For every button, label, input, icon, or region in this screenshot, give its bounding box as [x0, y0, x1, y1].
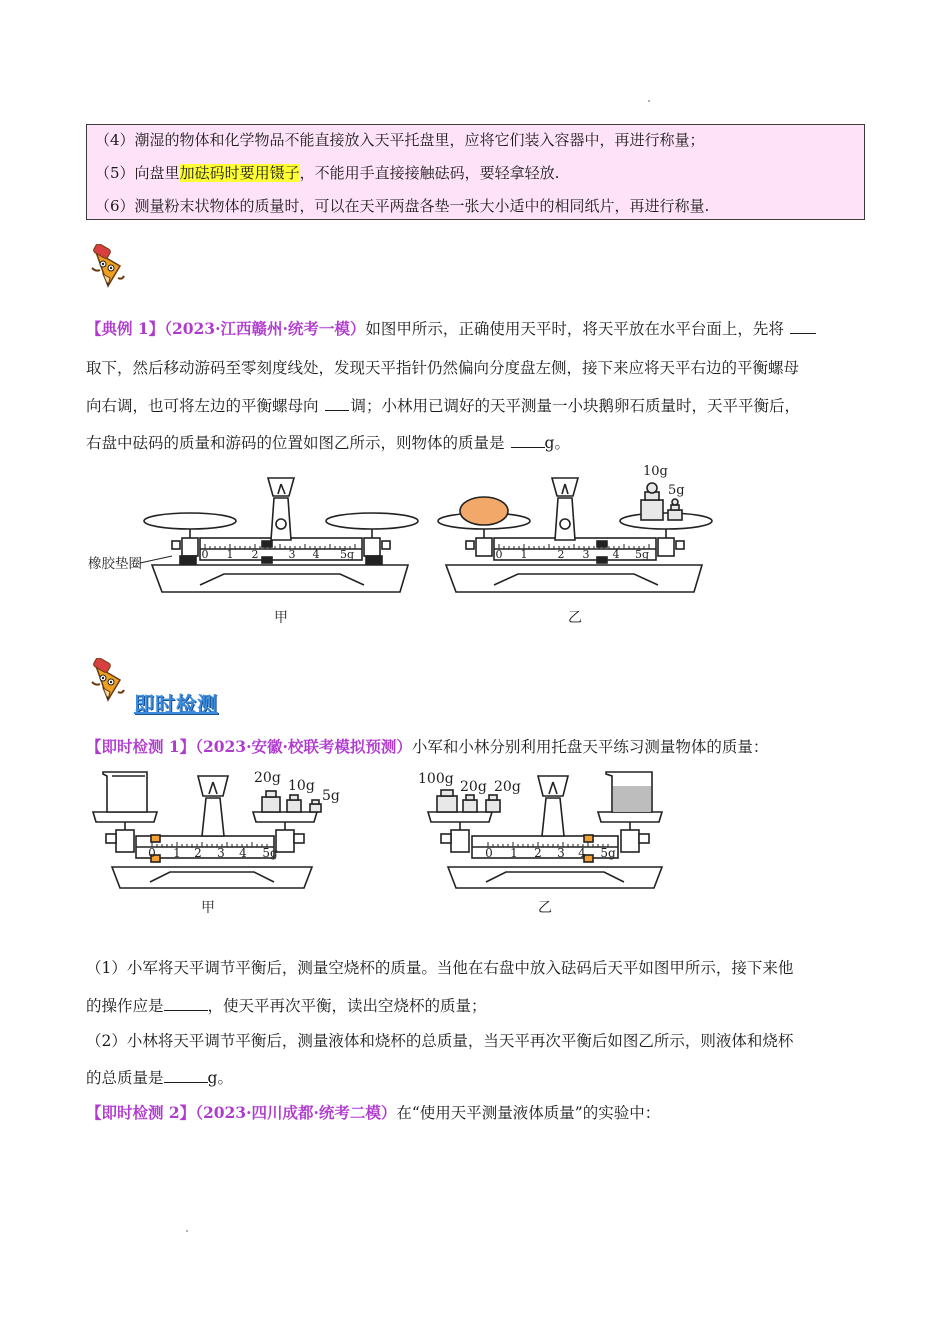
check1-q1-line2	[86, 995, 487, 1017]
scale-label: 0	[201, 548, 209, 561]
scale-label: 1	[173, 846, 181, 860]
note-5-highlight: 加砝码时要用镊子	[179, 164, 300, 182]
scale-label: 3	[217, 846, 225, 860]
example1-text1: 如图甲所示，正确使用天平时，将天平放在水平台面上，先将	[365, 320, 784, 338]
pad-label: 橡胶垫圈	[88, 556, 142, 572]
scale-label: 4	[612, 548, 620, 561]
figure1-caption-right: 乙	[568, 610, 582, 626]
example1-tag: 【典例 1】	[86, 319, 165, 338]
note-5	[95, 163, 559, 183]
figure1-caption-left: 甲	[274, 610, 288, 626]
check1-q2-text-b: 的总质量是	[86, 1069, 164, 1087]
check1-q2-text-c: g。	[207, 1069, 233, 1087]
weight-label: 20g	[494, 779, 521, 795]
weight-label: 10g	[643, 464, 668, 479]
figure2-balances	[86, 762, 676, 924]
check1-q1-text-b: 的操作应是	[86, 997, 164, 1015]
example1-text4a: 右盘中砝码的质量和游码的位置如图乙所示，则物体的质量是	[86, 434, 505, 452]
scale-label: 1	[226, 548, 234, 561]
figure2-caption-left: 甲	[201, 900, 215, 916]
scale-label: 2	[557, 548, 565, 561]
example1-text4b: g。	[544, 434, 570, 452]
notes-box	[86, 124, 865, 220]
example1-line1	[86, 318, 816, 340]
check1-q2-line1: （2）小林将天平调节平衡后，测量液体和烧杯的总质量，当天平再次平衡后如图乙所示，则液体和烧杯	[86, 1032, 794, 1050]
note-4-prefix: （4）	[95, 131, 135, 149]
scale-label: 0	[148, 846, 156, 860]
page-dot	[648, 100, 650, 102]
scale-label: 4	[239, 846, 247, 860]
check2-header	[86, 1102, 660, 1124]
mascot-pencil-icon	[86, 658, 132, 704]
weight-label: 20g	[254, 770, 281, 786]
weight-label: 5g	[322, 788, 340, 804]
balance-jia	[144, 478, 418, 592]
scale-label: 0	[485, 846, 493, 860]
answer-blank[interactable]	[164, 996, 208, 1011]
note-5-pre: 向盘里	[134, 164, 180, 182]
check1-q1-text-c: ，使天平再次平衡，读出空烧杯的质量；	[207, 997, 487, 1015]
check2-source: （2023·四川成都·统考二模）	[195, 1103, 397, 1122]
scale-label: 3	[288, 548, 296, 561]
scale-label: 2	[251, 548, 259, 561]
scale-label: 4	[578, 846, 586, 860]
section-title: 即时检测	[134, 692, 218, 716]
figure2-caption-right: 乙	[538, 900, 552, 916]
note-5-prefix: （5）	[95, 164, 135, 182]
answer-blank[interactable]	[511, 433, 545, 448]
check1-text: 小军和小林分别利用托盘天平练习测量物体的质量：	[411, 738, 769, 756]
answer-blank[interactable]	[790, 319, 816, 334]
note-5-post: ，不能用手直接接触砝码，要轻拿轻放.	[299, 164, 560, 182]
note-4-text: 潮湿的物体和化学物品不能直接放入天平托盘里，应将它们装入容器中，再进行称量；	[134, 131, 705, 149]
mascot-pencil-icon	[86, 244, 132, 290]
note-4	[95, 130, 705, 150]
answer-blank[interactable]	[325, 396, 349, 411]
check1-header	[86, 736, 768, 758]
weight-label: 5g	[668, 483, 685, 498]
example1-text3a: 向右调，也可将左边的平衡螺母向	[86, 397, 319, 415]
scale-label: 5g	[262, 846, 278, 860]
scale-label: 1	[510, 846, 518, 860]
example1-line2: 取下，然后移动游码至零刻度线处，发现天平指针仍然偏向分度盘左侧，接下来应将天平右边的平衡螺母	[86, 359, 800, 377]
page-dot	[186, 1230, 188, 1232]
figure1-balances	[86, 462, 726, 632]
scale-label: 4	[312, 548, 320, 561]
scale-label: 2	[194, 846, 202, 860]
example1-line4	[86, 432, 570, 454]
example1-text3b: 调；小林用已调好的天平测量一小块鹅卵石质量时，天平平衡后，	[350, 397, 801, 415]
note-6-text: 测量粉末状物体的质量时，可以在天平两盘各垫一张大小适中的相同纸片，再进行称量.	[134, 197, 710, 215]
weight-label: 10g	[288, 778, 315, 794]
check1-q1-line1: （1）小军将天平调节平衡后，测量空烧杯的质量。当他在右盘中放入砝码后天平如图甲所示，接下来他	[86, 959, 794, 977]
example1-source: （2023·江西赣州·统考一模）	[164, 319, 366, 338]
scale-label: 5g	[600, 846, 616, 860]
scale-label: 0	[495, 548, 503, 561]
scale-label: 5g	[634, 548, 650, 561]
scale-label: 2	[534, 846, 542, 860]
scale-label: 3	[557, 846, 565, 860]
scale-label: 1	[520, 548, 528, 561]
weight-label: 20g	[460, 779, 487, 795]
scale-label: 5g	[339, 548, 355, 561]
check1-tag: 【即时检测 1】	[86, 737, 196, 756]
check1-source: （2023·安徽·校联考模拟预测）	[195, 737, 412, 756]
check2-tag: 【即时检测 2】	[86, 1103, 196, 1122]
example1-line3	[86, 395, 800, 417]
scale-label: 3	[582, 548, 590, 561]
note-6-prefix: （6）	[95, 197, 135, 215]
check2-text: 在“使用天平测量液体质量”的实验中：	[396, 1104, 661, 1122]
check1-q2-line2	[86, 1067, 233, 1089]
note-6	[95, 196, 709, 216]
balance2-jia	[93, 772, 321, 888]
answer-blank[interactable]	[164, 1068, 208, 1083]
weight-label: 100g	[418, 771, 454, 787]
